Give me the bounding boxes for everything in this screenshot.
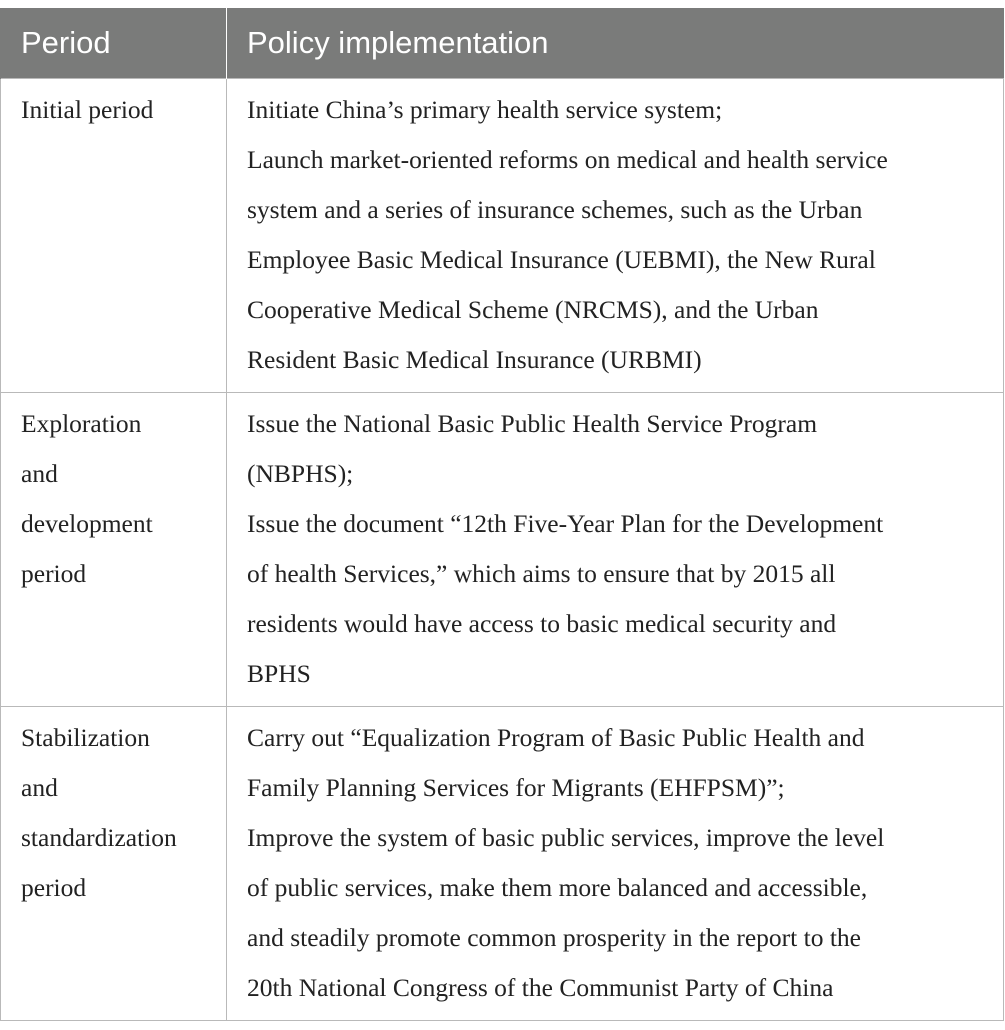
header-policy-implementation: Policy implementation [227, 8, 1004, 79]
period-text: period [21, 873, 87, 902]
policy-text: of public services, make them more balanced and accessible, [247, 873, 868, 902]
policy-text: Improve the system of basic public services, improve the level [247, 823, 885, 852]
period-text: and [21, 773, 58, 802]
policy-cell [227, 707, 1004, 1021]
table-header-row [1, 8, 1004, 79]
period-cell [1, 707, 227, 1021]
period-text: period [21, 559, 87, 588]
policy-text: Issue the document “12th Five-Year Plan for the Development [247, 509, 884, 538]
period-text: and [21, 459, 58, 488]
policy-cell [227, 79, 1004, 393]
policy-text: Employee Basic Medical Insurance (UEBMI), the New Rural [247, 245, 876, 274]
table-row [1, 393, 1004, 707]
table-row [1, 707, 1004, 1021]
policy-text: Carry out “Equalization Program of Basic Public Health and [247, 723, 865, 752]
period-text: development [21, 509, 153, 538]
period-text: Exploration [21, 409, 142, 438]
policy-text: (NBPHS); [247, 459, 354, 488]
header-period: Period [1, 8, 227, 79]
policy-text: Launch market-oriented reforms on medical and health service [247, 145, 888, 174]
period-cell [1, 393, 227, 707]
table-row [1, 79, 1004, 393]
policy-text: residents would have access to basic medical security and [247, 609, 837, 638]
period-text: standardization [21, 823, 177, 852]
policy-text: and steadily promote common prosperity in the report to the [247, 923, 861, 952]
policy-text: Resident Basic Medical Insurance (URBMI) [247, 345, 702, 374]
policy-text: 20th National Congress of the Communist Party of China [247, 973, 834, 1002]
policy-text: Family Planning Services for Migrants (EHFPSM)”; [247, 773, 785, 802]
policy-table [0, 8, 1004, 1021]
period-text: Stabilization [21, 723, 150, 752]
policy-text: Cooperative Medical Scheme (NRCMS), and the Urban [247, 295, 819, 324]
policy-text: system and a series of insurance schemes, such as the Urban [247, 195, 863, 224]
policy-text: of health Services,” which aims to ensure that by 2015 all [247, 559, 836, 588]
period-text: Initial period [21, 95, 154, 124]
policy-text: BPHS [247, 659, 311, 688]
period-cell [1, 79, 227, 393]
policy-text: Initiate China’s primary health service system; [247, 95, 723, 124]
policy-cell [227, 393, 1004, 707]
policy-text: Issue the National Basic Public Health Service Program [247, 409, 818, 438]
